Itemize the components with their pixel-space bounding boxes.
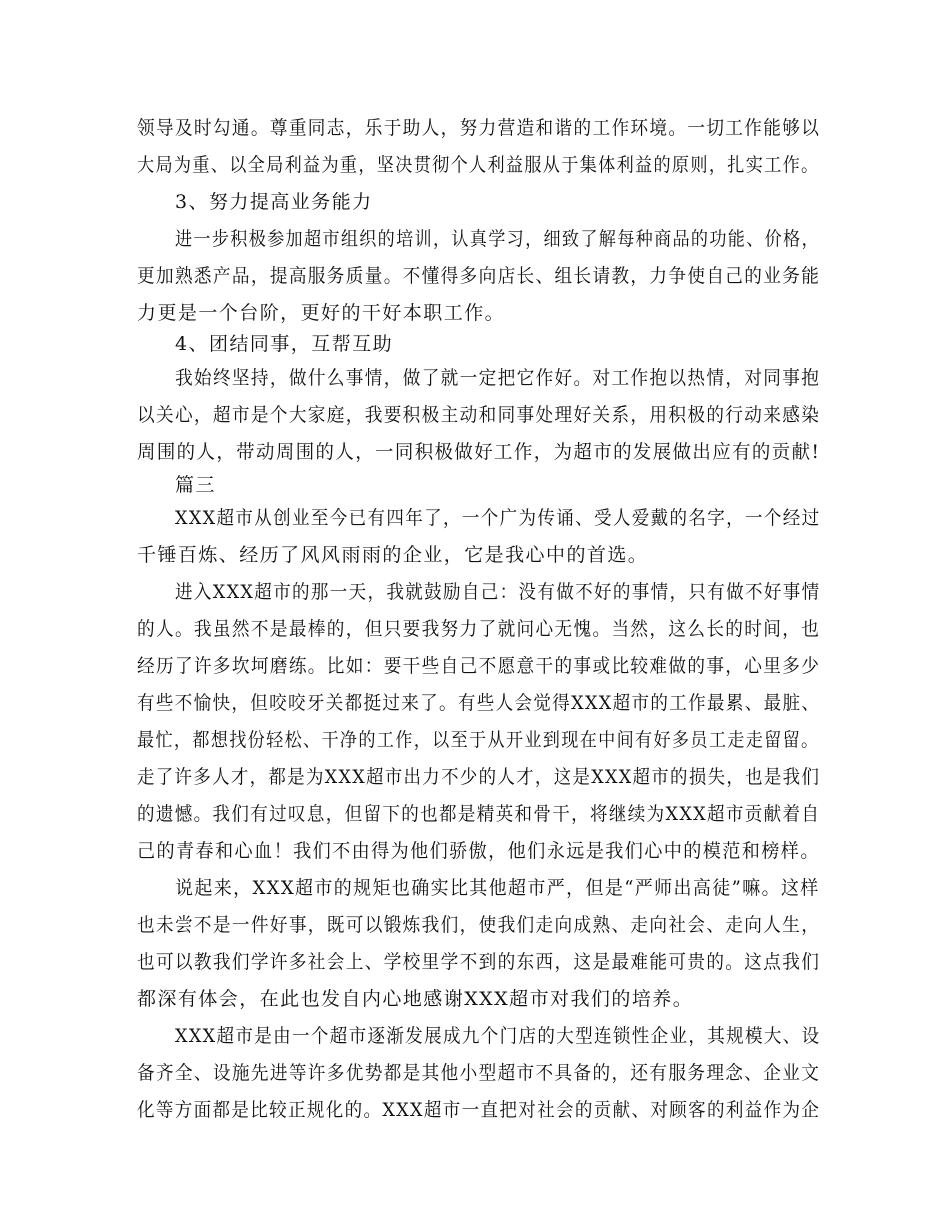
text-line: 以关心，超市是个大家庭，我要积极主动和同事处理好关系，用积极的行动来感染	[137, 404, 821, 426]
text-line: 备齐全、设施先进等许多优势都是其他小型超市不具备的，还有服务理念、企业文	[137, 1062, 821, 1084]
text-line: 都深有体会，在此也发自内心地感谢XXX超市对我们的培养。	[137, 988, 694, 1010]
text-line: 也可以教我们学许多社会上、学校里学不到的东西，这是最难能可贵的。这点我们	[137, 951, 821, 973]
text-line: 有些不愉快，但咬咬牙关都挺过来了。有些人会觉得XXX超市的工作最累、最脏、	[137, 692, 821, 714]
text-line: 走了许多人才，都是为XXX超市出力不少的人才，这是XXX超市的损失，也是我们	[137, 766, 821, 788]
text-line: 也未尝不是一件好事，既可以锻炼我们，使我们走向成熟、走向社会、走向人生，	[137, 914, 821, 936]
text-line: 化等方面都是比较正规化的。XXX超市一直把对社会的贡献、对顾客的利益作为企	[137, 1099, 821, 1121]
text-line: 的人。我虽然不是最棒的，但只要我努力了就问心无愧。当然，这么长的时间，也	[137, 618, 821, 640]
text-line: 周围的人，带动周围的人，一同积极做好工作，为超市的发展做出应有的贡献!	[137, 441, 821, 463]
text-line: 最忙，都想找份轻松、干净的工作，以至于从开业到现在中间有好多员工走走留留。	[137, 729, 820, 751]
text-line: 力更是一个台阶，更好的干好本职工作。	[137, 302, 506, 324]
section-heading: 3、努力提高业务能力	[175, 191, 373, 213]
section-heading: 篇三	[175, 474, 216, 496]
text-line: 说起来，XXX超市的规矩也确实比其他超市严，但是“严师出高徒”嘛。这样	[175, 877, 820, 899]
text-line: 进一步积极参加超市组织的培训，认真学习，细致了解每种商品的功能、价格，	[175, 228, 820, 250]
text-line: 进入XXX超市的那一天，我就鼓励自己：没有做不好的事情，只有做不好事情	[175, 581, 821, 603]
text-line: 己的青春和心血！我们不由得为他们骄傲，他们永远是我们心中的模范和榜样。	[137, 840, 820, 862]
text-line: 的遗憾。我们有过叹息，但留下的也都是精英和骨干，将继续为XXX超市贡献着自	[137, 803, 821, 825]
section-heading: 4、团结同事，互帮互助	[175, 333, 394, 355]
text-line: 千锤百炼、经历了风风雨雨的企业，它是我心中的首选。	[137, 544, 649, 566]
text-line: 大局为重、以全局利益为重，坚决贯彻个人利益服从于集体利益的原则，扎实工作。	[137, 154, 820, 176]
text-line: 更加熟悉产品，提高服务质量。不懂得多向店长、组长请教，力争使自己的业务能	[137, 265, 821, 287]
text-line: XXX超市从创业至今已有四年了，一个广为传诵、受人爱戴的名字，一个经过	[175, 507, 821, 529]
text-line: XXX超市是由一个超市逐渐发展成九个门店的大型连锁性企业，其规模大、设	[175, 1025, 821, 1047]
text-line: 经历了许多坎坷磨练。比如：要干些自己不愿意干的事或比较难做的事，心里多少	[137, 655, 821, 677]
text-line: 领导及时勾通。尊重同志，乐于助人，努力营造和谐的工作环境。一切工作能够以	[137, 117, 821, 139]
text-line: 我始终坚持，做什么事情，做了就一定把它作好。对工作抱以热情，对同事抱	[175, 367, 821, 389]
